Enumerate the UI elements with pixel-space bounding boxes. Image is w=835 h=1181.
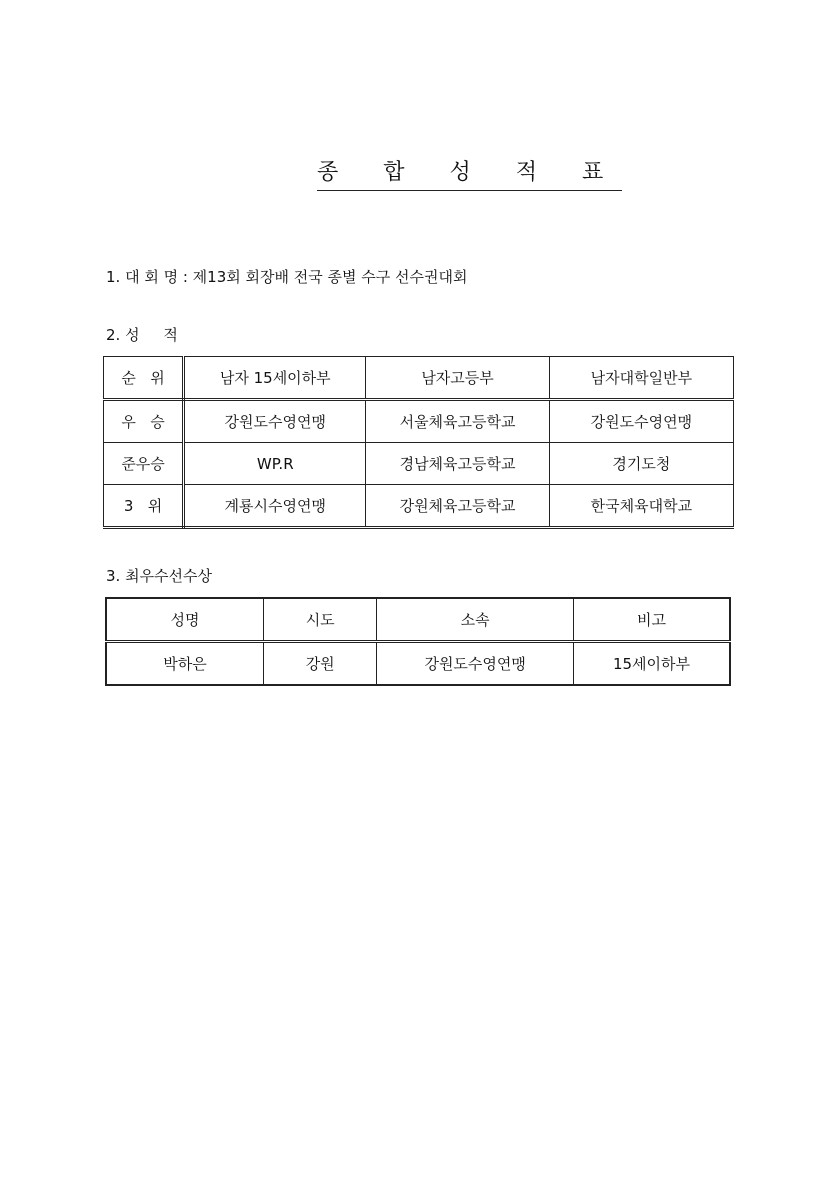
table-cell: 강원도수영연맹 <box>377 642 574 686</box>
table-cell: 계룡시수영연맹 <box>184 485 366 528</box>
table-row <box>106 642 730 686</box>
table-cell: 강원 <box>264 642 377 686</box>
page-title: 종 합 성 적 표 <box>317 160 622 191</box>
table-cell: 강원체육고등학교 <box>366 485 549 528</box>
rank-cell: 3 위 <box>104 485 184 528</box>
header-remarks: 비고 <box>573 598 730 642</box>
header-province: 시도 <box>264 598 377 642</box>
table-cell: 서울체육고등학교 <box>366 400 549 443</box>
table-cell: WP.R <box>184 443 366 485</box>
header-rank: 순 위 <box>104 357 184 400</box>
header-affiliation: 소속 <box>377 598 574 642</box>
table-cell: 박하은 <box>106 642 264 686</box>
rank-cell: 준우승 <box>104 443 184 485</box>
table-row <box>104 485 734 528</box>
table-cell: 한국체육대학교 <box>549 485 733 528</box>
table-header-row <box>104 357 734 400</box>
table-header-row <box>106 598 730 642</box>
best-player-heading: 3. 최우수선수상 <box>106 567 213 585</box>
table-cell: 15세이하부 <box>573 642 730 686</box>
table-cell: 경기도청 <box>549 443 733 485</box>
rank-cell: 우 승 <box>104 400 184 443</box>
table-cell: 강원도수영연맹 <box>549 400 733 443</box>
competition-name: 1. 대 회 명 : 제13회 회장배 전국 종별 수구 선수권대회 <box>106 268 468 286</box>
header-name: 성명 <box>106 598 264 642</box>
results-heading: 2. 성 적 <box>106 326 178 344</box>
header-men-university-general: 남자대학일반부 <box>549 357 733 400</box>
results-table <box>103 356 734 529</box>
table-row <box>104 400 734 443</box>
table-cell: 경남체육고등학교 <box>366 443 549 485</box>
header-boys-15-under: 남자 15세이하부 <box>184 357 366 400</box>
table-cell: 강원도수영연맹 <box>184 400 366 443</box>
best-player-table <box>105 597 731 686</box>
header-boys-high-school: 남자고등부 <box>366 357 549 400</box>
table-row <box>104 443 734 485</box>
